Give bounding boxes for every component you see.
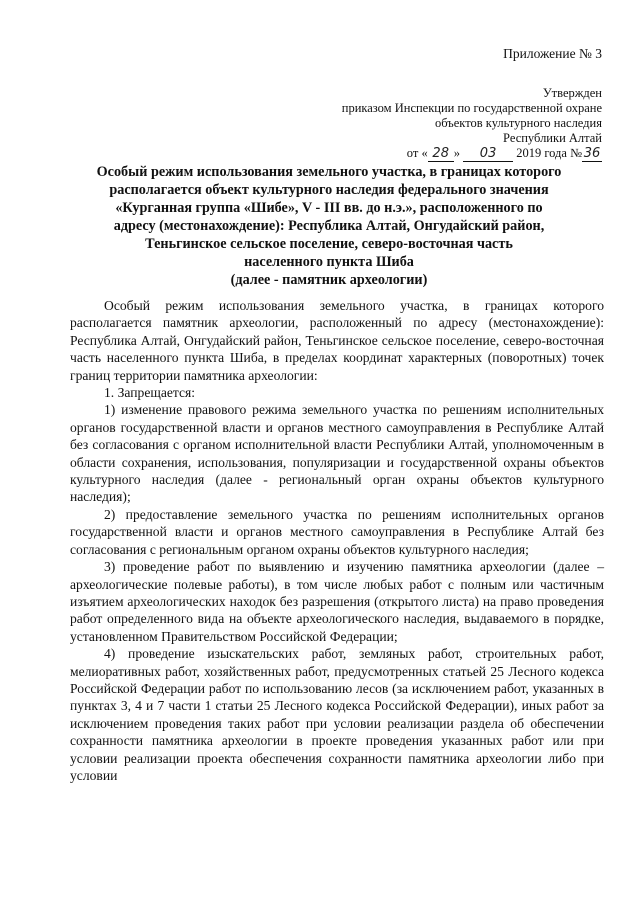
approval-block: [302, 86, 602, 162]
handwritten-number: 36: [583, 146, 601, 161]
approval-line: Утвержден: [542, 86, 602, 100]
date-year: 2019 года №: [516, 146, 582, 160]
paragraph-prohibited-heading: 1. Запрещается:: [104, 385, 196, 401]
paragraph-item-1: 1) изменение правового режима земельного участка по решениям исполнительных органов государственной власти и органов местного самоуправления в Республике Алтай без согласования с органом исполнительной власти Республики Алтай, уполномоченным в области сохранения, использования, популяризации и государственной охраны объектов культурного наследия (далее - региональный орган охраны объектов культурного наследия);: [70, 402, 604, 505]
document-title: [70, 163, 588, 289]
date-prefix: от «: [406, 146, 428, 160]
title-line: адресу (местонахождение): Республика Алтай, Онгудайский район,: [113, 218, 545, 234]
title-line: населенного пункта Шиба: [244, 254, 414, 270]
title-line: Особый режим использования земельного участка, в границах которого: [96, 164, 562, 180]
paragraph-item-2: 2) предоставление земельного участка по решениям исполнительных органов государственной власти и органов местного самоуправления в Республике Алтай без согласования с региональным органом охраны объектов культурного наследия;: [70, 506, 604, 557]
appendix-label: Приложение № 3: [503, 46, 602, 61]
approval-line: приказом Инспекции по государственной охране: [341, 101, 602, 115]
approval-date-line: [302, 146, 602, 162]
title-line: располагается объект культурного наследия федерального значения: [109, 182, 549, 198]
date-mid: »: [453, 146, 460, 160]
handwritten-day: 28: [428, 146, 454, 162]
paragraph-item-3: 3) проведение работ по выявлению и изучению памятника археологии (далее – археологические полевые работы), в том числе любых работ с полным или частичным изъятием археологических находок без разрешения (открытого листа) на право проведения работ определенного вида на объекте археологического наследия, выдаваемого в порядке, установленном Правительством Российской Федерации;: [70, 559, 604, 644]
approval-line: объектов культурного наследия: [435, 116, 602, 130]
paragraph-item-4: 4) проведение изыскательских работ, земляных работ, строительных работ, мелиоративных работ, хозяйственных работ, предусмотренных статьей 25 Лесного кодекса Российской Федерации работ по использованию лесов (за исключением работ, указанных в пунктах 3, 4 и 7 части 1 статьи 25 Лесного кодекса Российской Федерации), иных работ за исключением проведения таких работ при условии реализации раздела об обеспечении сохранности памятника археологии в проекте проведения указанных работ или при условии реализации проекта обеспечения сохранности памятника археологии либо при условии: [70, 646, 604, 783]
paragraph-intro: Особый режим использования земельного участка, в границах которого располагается памятник археологии, расположенный по адресу (местонахождение): Республика Алтай, Онгудайский район, Теньгинское сельское поселение, северо-восточная часть населенного пункта Шиба, в пределах координат характерных (поворотных) точек границ территории памятника археологии:: [70, 298, 604, 383]
handwritten-month: 03: [463, 146, 513, 162]
approval-line: Республики Алтай: [503, 131, 602, 145]
document-body: [70, 297, 604, 784]
title-line: Теньгинское сельское поселение, северо-восточная часть: [145, 236, 513, 252]
title-line: «Курганная группа «Шибе», V - III вв. до н.э.», расположенного по: [115, 200, 543, 216]
title-line: (далее - памятник археологии): [230, 272, 428, 288]
